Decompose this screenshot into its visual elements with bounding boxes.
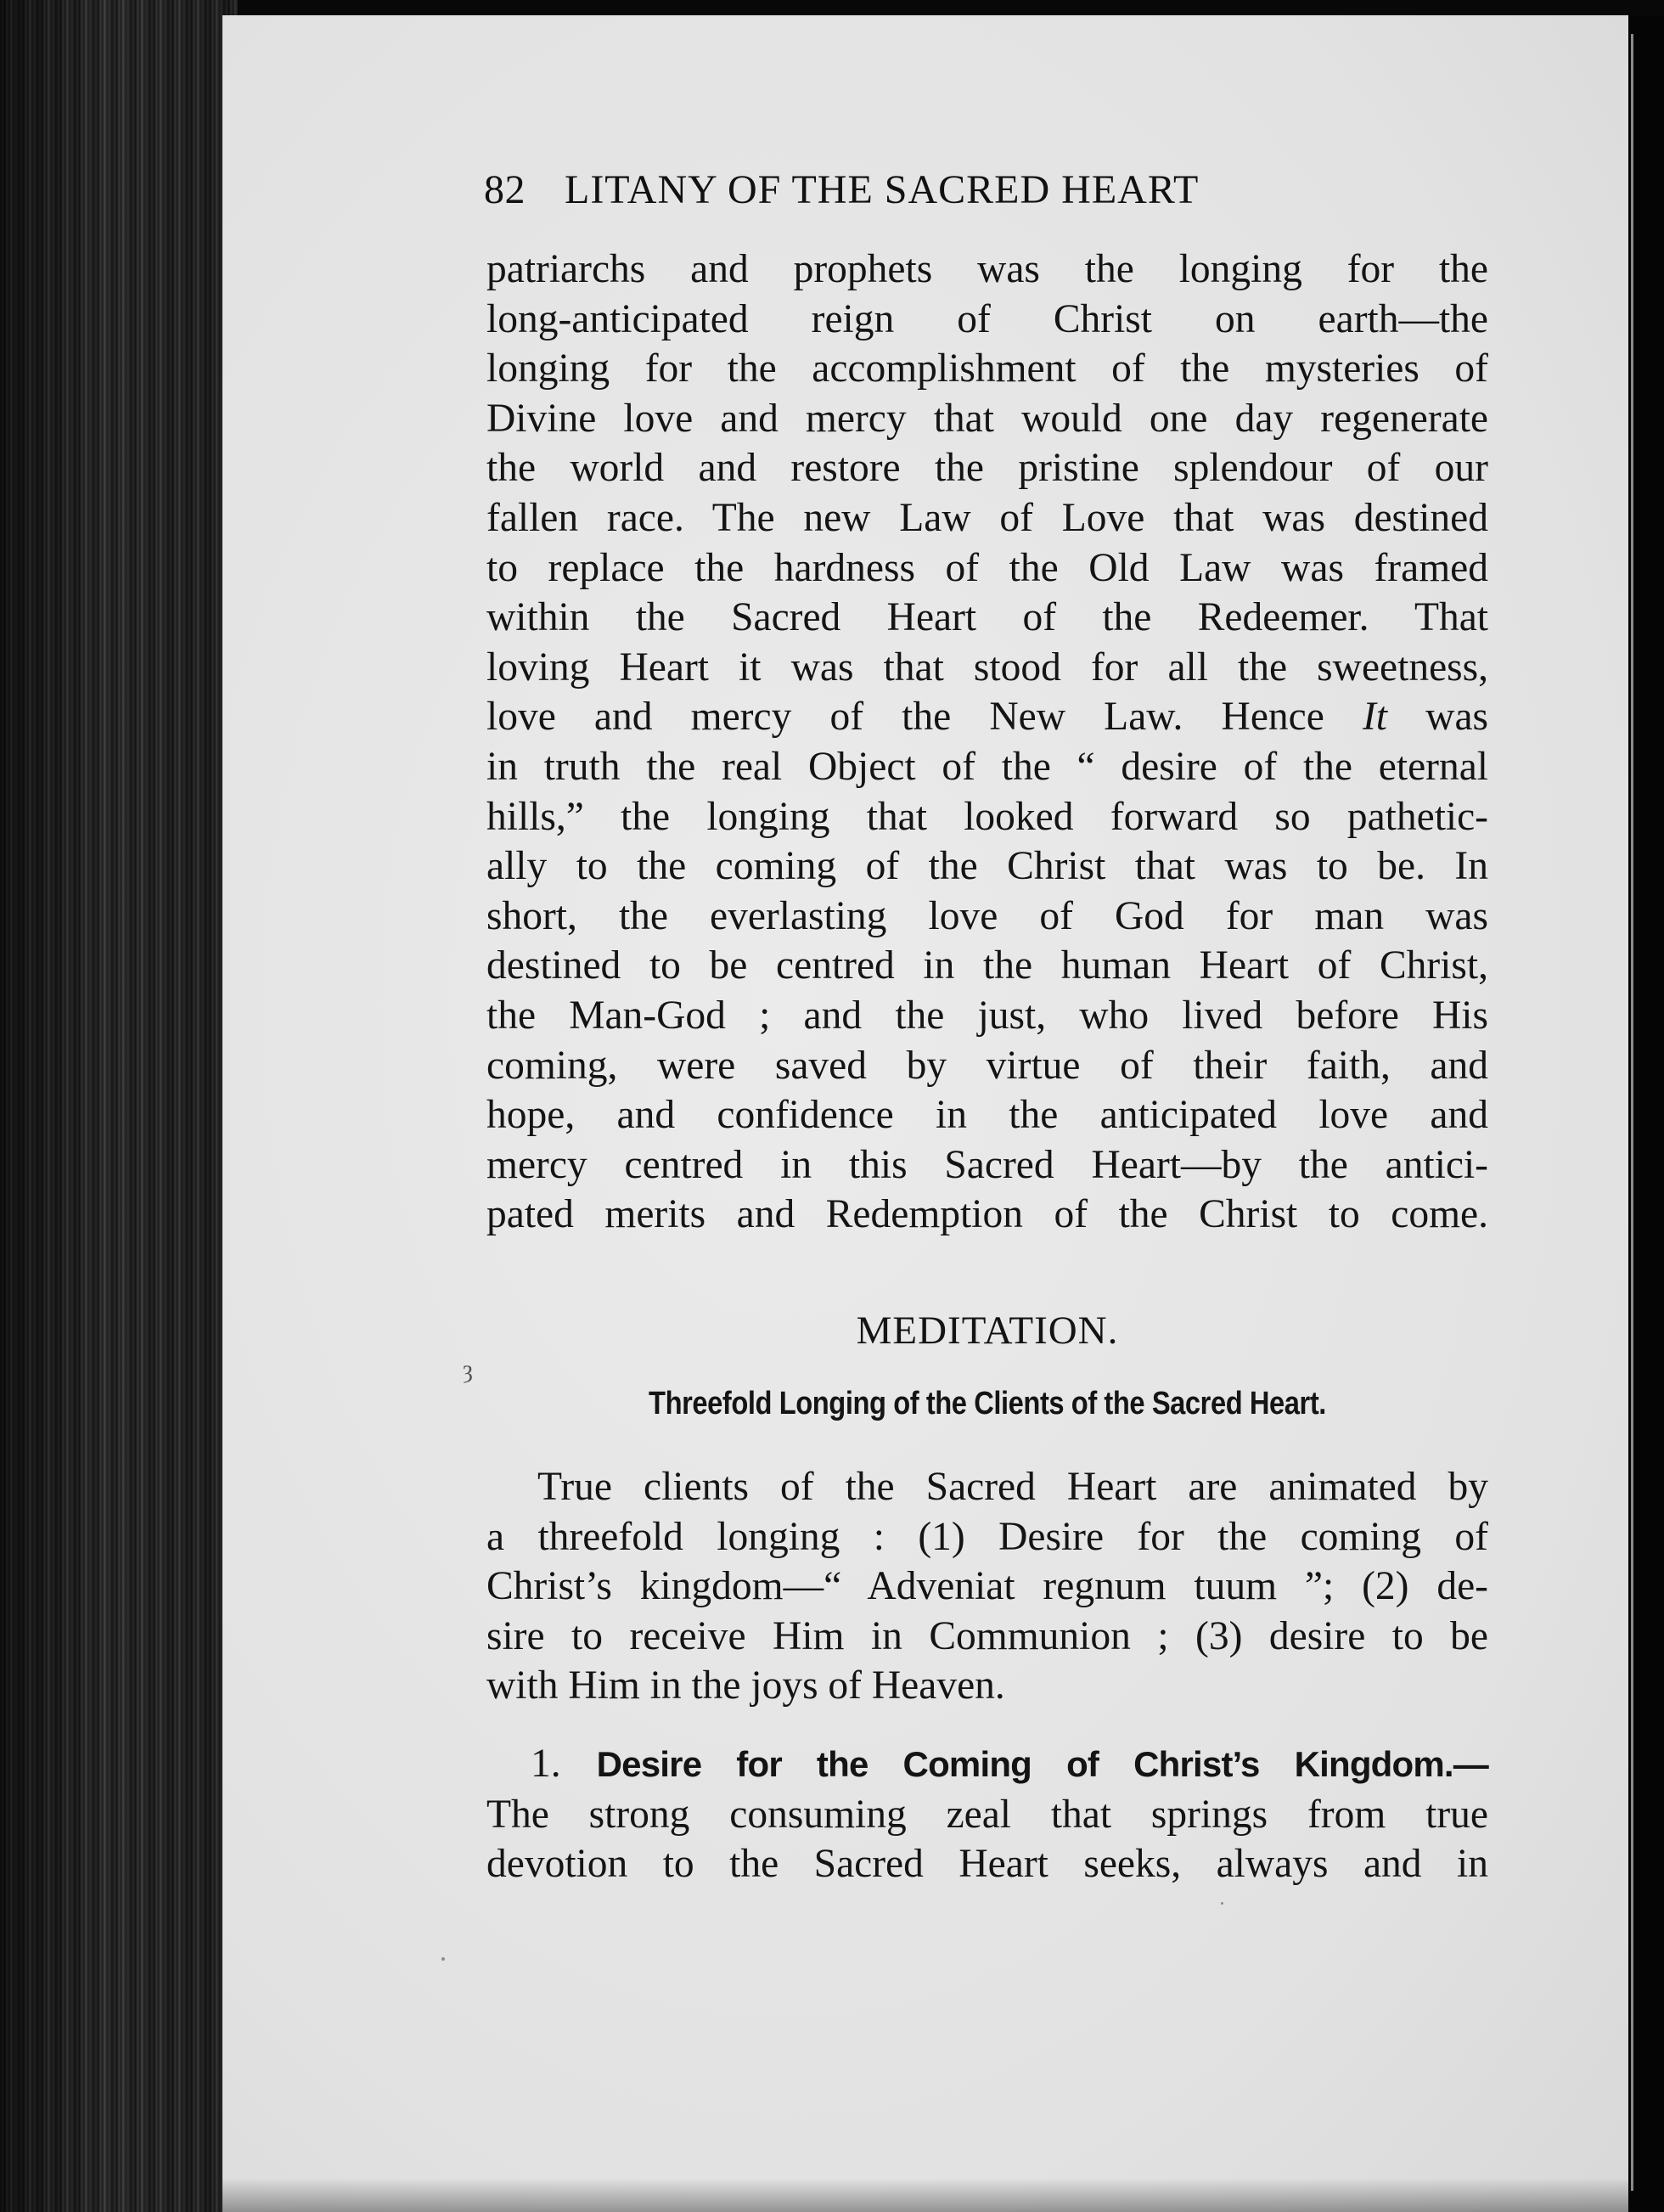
text-line: to replace the hardness of the Old Law was framed	[486, 545, 1488, 590]
paragraph-2	[486, 1462, 1488, 1711]
text-line: longing for the accomplishment of the mysteries of	[486, 346, 1488, 391]
margin-mark: ȝ	[463, 1355, 473, 1383]
text-line	[486, 1739, 1488, 1790]
text-line: loving Heart it was that stood for all the sweetness,	[486, 644, 1488, 689]
book-spine	[0, 0, 238, 2212]
section-heading-inline: Desire for the Coming of Christ’s Kingdom.—	[596, 1744, 1489, 1784]
paragraph-1	[486, 245, 1488, 1240]
scan-right-edge	[1628, 15, 1664, 2212]
text-line: sire to receive Him in Communion ; (3) desire to be	[486, 1613, 1488, 1658]
text-line: True clients of the Sacred Heart are animated by	[537, 1465, 1488, 1509]
text-line: coming, were saved by virtue of their faith, and	[486, 1043, 1488, 1088]
page-bottom-shadow	[222, 2178, 1628, 2212]
text-line: hope, and confidence in the anticipated love and	[486, 1093, 1488, 1138]
text-line: in truth the real Object of the “ desire of the eternal	[486, 744, 1488, 789]
text-line: long-anticipated reign of Christ on earth—the	[486, 296, 1488, 341]
scan-speck	[441, 1957, 445, 1961]
meditation-subheading: Threefold Longing of the Clients of the Sacred Heart.	[649, 1386, 1326, 1421]
text-line: hills,” the longing that looked forward so pathetic-	[486, 794, 1488, 839]
text-line: Christ’s kingdom—“ Adveniat regnum tuum ”; (2) de-	[486, 1564, 1488, 1609]
text-line: a threefold longing : (1) Desire for the coming of	[486, 1514, 1488, 1559]
paragraph-3	[486, 1739, 1488, 1889]
text-line: Divine love and mercy that would one day regenerate	[486, 396, 1488, 441]
text-line: pated merits and Redemption of the Christ to come.	[486, 1192, 1488, 1237]
scan-speck	[1221, 1902, 1223, 1905]
text-line: devotion to the Sacred Heart seeks, always and in	[486, 1842, 1488, 1887]
section-number: 1.	[531, 1742, 561, 1786]
text-line: mercy centred in this Sacred Heart—by the antici-	[486, 1142, 1488, 1187]
italic-it: It	[1362, 695, 1387, 740]
text-line: The strong consuming zeal that springs from true	[486, 1792, 1488, 1837]
meditation-heading: MEDITATION.	[856, 1309, 1119, 1353]
text-line: fallen race. The new Law of Love that was destined	[486, 495, 1488, 540]
text-line: the Man-God ; and the just, who lived before His	[486, 993, 1488, 1038]
text-fragment: was	[1425, 695, 1489, 740]
running-head	[484, 166, 1341, 217]
text-line: within the Sacred Heart of the Redeemer. That	[486, 595, 1488, 640]
page-edge-line	[1631, 34, 1633, 2191]
text-line: the world and restore the pristine splendour of our	[486, 446, 1488, 491]
text-line: destined to be centred in the human Heart of Christ,	[486, 943, 1488, 988]
page-number: 82	[484, 167, 526, 212]
text-fragment: love and mercy of the New Law. Hence	[486, 695, 1324, 740]
text-line: ally to the coming of the Christ that was to be. In	[486, 844, 1488, 889]
running-head-title: LITANY OF THE SACRED HEART	[565, 167, 1200, 212]
text-line: with Him in the joys of Heaven.	[486, 1663, 1005, 1708]
text-line: patriarchs and prophets was the longing for the	[486, 247, 1488, 291]
text-line: short, the everlasting love of God for man was	[486, 893, 1488, 938]
text-line	[486, 692, 1488, 742]
